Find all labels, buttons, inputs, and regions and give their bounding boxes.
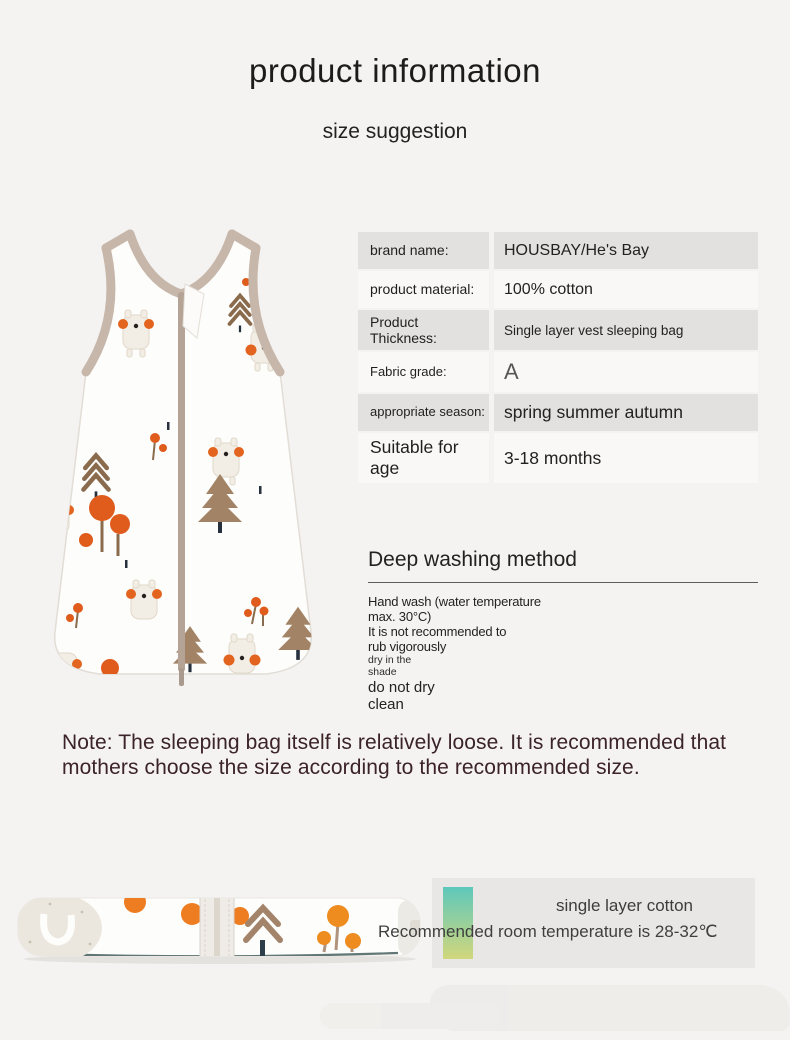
row-value: HOUSBAY/He's Bay	[494, 232, 758, 269]
washing-instruction: It is not recommended to	[368, 624, 507, 639]
material-label: single layer cotton	[555, 896, 694, 915]
strap	[200, 894, 234, 962]
page-subtitle: size suggestion	[322, 120, 468, 143]
washing-section	[368, 548, 758, 714]
row-label: product material:	[358, 271, 489, 308]
row-label: Fabric grade:	[358, 352, 489, 392]
washing-title: Deep washing method	[368, 548, 577, 571]
sleeping-bag-image	[18, 220, 348, 712]
row-label: appropriate season:	[358, 394, 489, 431]
folded-bag-image	[0, 890, 430, 970]
note-text	[62, 731, 768, 781]
note-line: mothers choose the size according to the recommended size.	[62, 755, 640, 779]
table-row	[358, 232, 758, 269]
bear-face-print	[14, 894, 102, 962]
row-value: spring summer autumn	[494, 394, 758, 431]
row-value: A	[494, 352, 758, 392]
table-row	[358, 271, 758, 308]
washing-instruction: rub vigorously	[368, 639, 447, 654]
faint-background-shape	[430, 985, 790, 1031]
row-value: 3-18 months	[494, 433, 758, 483]
note-line: Note: The sleeping bag itself is relatively loose. It is recommended that	[62, 731, 727, 754]
row-value: Single layer vest sleeping bag	[494, 310, 758, 350]
washing-instruction: dry in the	[368, 654, 412, 666]
row-value: 100% cotton	[494, 271, 758, 308]
table-row	[358, 433, 758, 483]
washing-instruction: do not dry	[368, 679, 435, 697]
table-row	[358, 394, 758, 431]
table-row	[358, 310, 758, 350]
room-temperature-text: Recommended room temperature is 28-32℃	[378, 922, 718, 941]
row-label: brand name:	[358, 232, 489, 269]
washing-instruction: shade	[368, 666, 397, 679]
divider	[368, 582, 758, 583]
row-label: Suitable for age	[358, 433, 489, 483]
row-label: Product Thickness:	[358, 310, 489, 350]
sleeping-bag-illustration	[18, 220, 348, 712]
washing-instruction: clean	[368, 696, 404, 714]
bottom-strip	[0, 870, 790, 1040]
page-title: product information	[249, 52, 541, 89]
washing-instruction: Hand wash (water temperature	[368, 594, 541, 609]
table-row	[358, 352, 758, 392]
spec-table	[358, 232, 758, 485]
washing-instruction: max. 30°C)	[368, 609, 432, 624]
folded-bag-illustration	[0, 890, 430, 970]
